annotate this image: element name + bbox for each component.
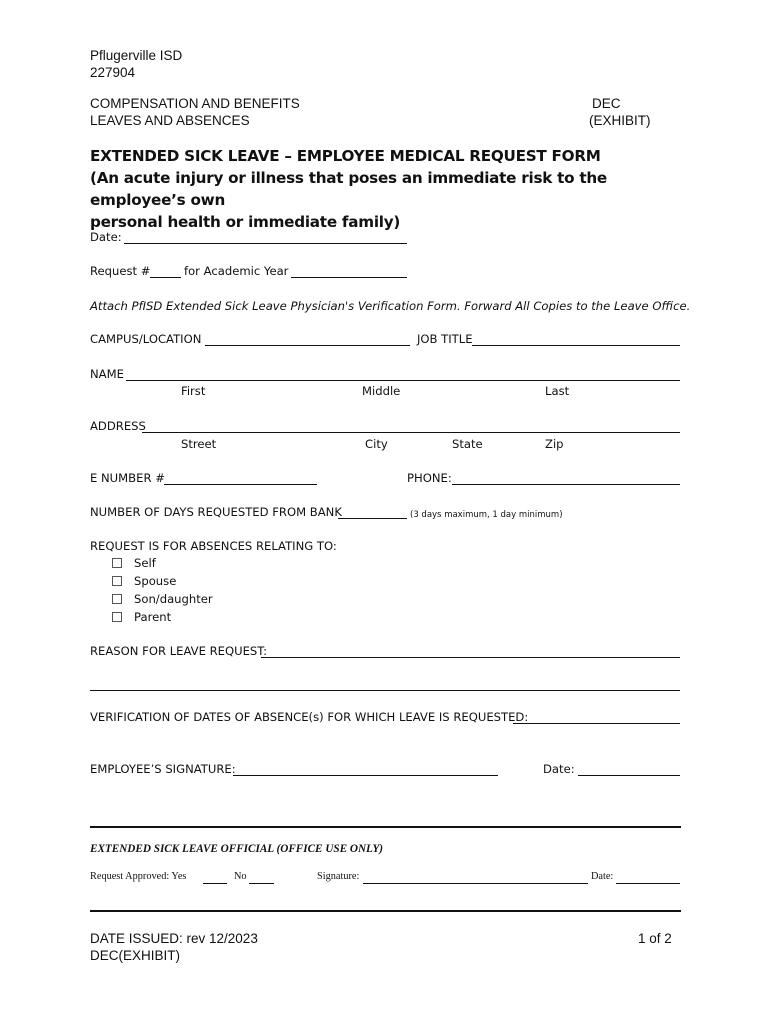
verification-field[interactable] — [513, 723, 680, 724]
name-middle-caption: Middle — [362, 384, 401, 398]
reason-field-line2[interactable] — [90, 690, 680, 691]
phone-label: PHONE: — [407, 471, 452, 485]
option-parent[interactable]: Parent — [112, 608, 213, 626]
name-field[interactable] — [126, 380, 680, 381]
policy-section: COMPENSATION AND BENEFITS — [90, 96, 300, 111]
academic-year-field[interactable] — [291, 277, 407, 278]
footer-policy-code: DEC(EXHIBIT) — [90, 948, 181, 963]
checkbox-parent[interactable] — [112, 612, 122, 622]
addr-street-caption: Street — [181, 437, 217, 451]
approved-yes-field[interactable] — [203, 883, 227, 884]
days-requested-field[interactable] — [338, 518, 407, 519]
academic-year-label: for Academic Year — [184, 264, 289, 278]
days-requested-label: NUMBER OF DAYS REQUESTED FROM BANK — [90, 505, 342, 519]
option-son-daughter[interactable]: Son/daughter — [112, 590, 213, 608]
campus-field[interactable] — [205, 345, 410, 346]
policy-code: DEC — [592, 96, 621, 111]
job-title-field[interactable] — [472, 345, 680, 346]
approved-no-field[interactable] — [249, 883, 274, 884]
form-title — [90, 145, 690, 233]
checkbox-self[interactable] — [112, 558, 122, 568]
form-title-line2: (An acute injury or illness that poses an immediate risk to the employee’s own — [90, 169, 607, 209]
office-signature-label: Signature: — [317, 871, 360, 882]
checkbox-spouse[interactable] — [112, 576, 122, 586]
office-signature-field[interactable] — [363, 883, 588, 884]
office-section-bottom-rule — [90, 910, 681, 912]
verification-label: VERIFICATION OF DATES OF ABSENCE(s) FOR WHICH LEAVE IS REQUESTED: — [90, 710, 529, 724]
district-code: 227904 — [90, 65, 136, 80]
job-title-label: JOB TITLE — [417, 332, 473, 346]
campus-label: CAMPUS/LOCATION — [90, 332, 202, 346]
days-requested-note: (3 days maximum, 1 day minimum) — [410, 510, 563, 520]
policy-subsection: LEAVES AND ABSENCES — [90, 113, 250, 128]
office-date-label: Date: — [591, 871, 614, 882]
form-title-line1: EXTENDED SICK LEAVE – EMPLOYEE MEDICAL REQUEST FORM — [90, 147, 601, 165]
name-label: NAME — [90, 367, 124, 381]
addr-city-caption: City — [365, 437, 388, 451]
form-title-line3: personal health or immediate family) — [90, 213, 401, 231]
addr-zip-caption: Zip — [545, 437, 564, 451]
request-number-label: Request # — [90, 264, 151, 278]
request-number-field[interactable] — [150, 277, 181, 278]
office-use-heading: EXTENDED SICK LEAVE OFFICIAL (OFFICE USE ONLY) — [90, 843, 384, 855]
office-section-top-rule — [90, 826, 681, 828]
page-number: 1 of 2 — [638, 931, 672, 946]
reason-label: REASON FOR LEAVE REQUEST: — [90, 644, 267, 658]
addr-state-caption: State — [452, 437, 483, 451]
enumber-label: E NUMBER # — [90, 471, 165, 485]
name-last-caption: Last — [545, 384, 570, 398]
phone-field[interactable] — [452, 484, 680, 485]
option-self[interactable]: Self — [112, 554, 213, 572]
reason-field-line1[interactable] — [261, 657, 680, 658]
date-issued: DATE ISSUED: rev 12/2023 — [90, 931, 258, 946]
request-approved-yes-label: Request Approved: Yes — [90, 871, 187, 882]
policy-type: (EXHIBIT) — [589, 113, 651, 128]
address-label: ADDRESS — [90, 419, 146, 433]
request-approved-no-label: No — [234, 871, 247, 882]
employee-signature-field[interactable] — [233, 775, 498, 776]
signature-date-label: Date: — [543, 762, 575, 776]
signature-date-field[interactable] — [578, 775, 680, 776]
relating-to-options — [112, 554, 213, 626]
date-field[interactable] — [124, 243, 407, 244]
office-date-field[interactable] — [616, 883, 680, 884]
relating-to-label: REQUEST IS FOR ABSENCES RELATING TO: — [90, 539, 337, 553]
employee-signature-label: EMPLOYEE’S SIGNATURE: — [90, 762, 236, 776]
date-label: Date: — [90, 230, 122, 244]
attach-instructions: Attach PfISD Extended Sick Leave Physician's Verification Form. Forward All Copies to the Leave Office. — [90, 299, 691, 313]
address-field[interactable] — [142, 432, 680, 433]
district-name: Pflugerville ISD — [90, 48, 183, 63]
checkbox-son-daughter[interactable] — [112, 594, 122, 604]
enumber-field[interactable] — [164, 484, 317, 485]
name-first-caption: First — [181, 384, 206, 398]
option-spouse[interactable]: Spouse — [112, 572, 213, 590]
